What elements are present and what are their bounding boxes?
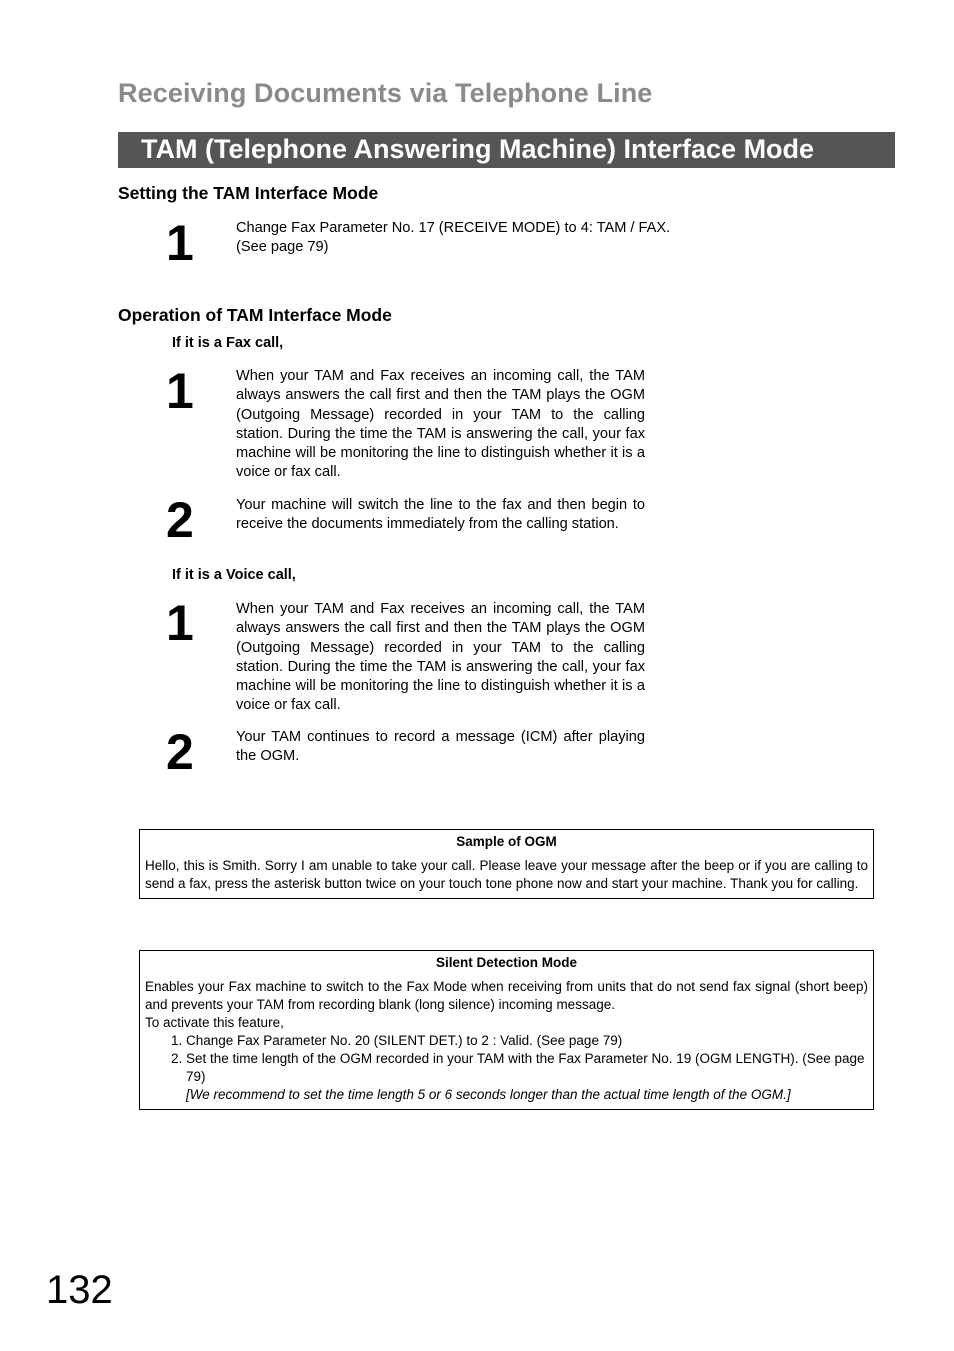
silent-box-item-2-text: Set the time length of the OGM recorded in your TAM with the Fax Parameter No. 19 (OGM LENGTH). (See page 79) (186, 1051, 865, 1084)
setting-step-text (236, 219, 756, 258)
section-title-bar (118, 132, 895, 168)
voice-step-1-text: When your TAM and Fax receives an incoming call, the TAM always answers the call first and then the TAM plays the OGM (Outgoing Message) recorded in your TAM to the calling station. During the time the TAM is answering the call, your fax machine will be monitoring the line to distinguish whether it is a voice or fax call. (236, 601, 645, 714)
setting-heading: Setting the TAM Interface Mode (118, 183, 379, 203)
fax-call-label: If it is a Fax call, (172, 335, 284, 351)
voice-step-1-number: 1 (166, 595, 194, 651)
silent-detection-box (139, 950, 874, 1110)
section-title: TAM (Telephone Answering Machine) Interface Mode (141, 134, 815, 164)
fax-step-1-number: 1 (166, 363, 194, 419)
ogm-box-title: Sample of OGM (456, 834, 557, 849)
fax-step-2-number: 2 (166, 492, 194, 548)
voice-call-label: If it is a Voice call, (172, 567, 296, 583)
ogm-box-text: Hello, this is Smith. Sorry I am unable to take your call. Please leave your message after the beep or if you are calling to send a fax, press the asterisk button twice on your touch tone phone now and start your machine. Thank you for calling. (145, 858, 868, 891)
fax-step-2-text: Your machine will switch the line to the fax and then begin to receive the documents immediately from the calling station. (236, 497, 645, 533)
setting-step-line-2: (See page 79) (236, 239, 329, 256)
operation-heading: Operation of TAM Interface Mode (118, 305, 392, 325)
silent-box-item-1 (186, 1032, 868, 1050)
voice-step-2-text: Your TAM continues to record a message (ICM) after playing the OGM. (236, 729, 645, 765)
silent-box-item-1-text: Change Fax Parameter No. 20 (SILENT DET.) to 2 : Valid. (See page 79) (186, 1033, 623, 1048)
setting-step-number: 1 (166, 215, 194, 271)
fax-step-1-text: When your TAM and Fax receives an incoming call, the TAM always answers the call first and then the TAM plays the OGM (Outgoing Message) recorded in your TAM to the calling station. During the time the TAM is answering the call, your fax machine will be monitoring the line to distinguish whether it is a voice or fax call. (236, 368, 645, 481)
silent-box-intro: Enables your Fax machine to switch to the Fax Mode when receiving from units that do not send fax signal (short beep) and prevents your TAM from recording blank (long silence) incoming message. (145, 979, 868, 1012)
silent-box-note: [We recommend to set the time length 5 or 6 seconds longer than the actual time length of the OGM.] (186, 1087, 791, 1102)
page-number: 132 (46, 1268, 113, 1312)
setting-step-line-1: Change Fax Parameter No. 17 (RECEIVE MODE) to 4: TAM / FAX. (236, 220, 671, 236)
chapter-title: Receiving Documents via Telephone Line (118, 78, 653, 108)
silent-box-title: Silent Detection Mode (435, 955, 577, 970)
ogm-sample-box (139, 829, 874, 899)
silent-box-item-2 (186, 1050, 868, 1104)
silent-box-list (145, 1032, 868, 1104)
silent-box-activate: To activate this feature, (145, 1015, 284, 1030)
voice-step-2-number: 2 (166, 724, 194, 780)
